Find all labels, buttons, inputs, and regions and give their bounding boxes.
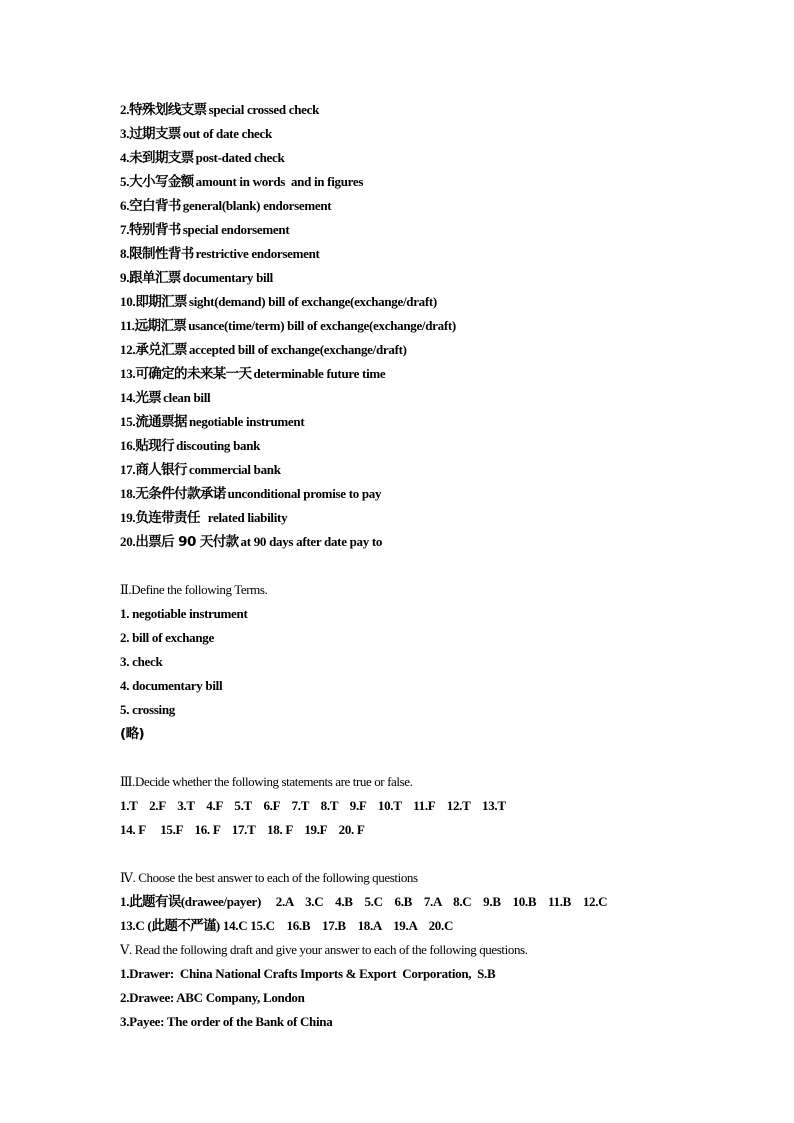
vocab-item (120, 218, 720, 242)
answer-rest: ) 14.C 15.C 16.B 17.B 18.A 19.A 20.C (215, 918, 454, 933)
vocab-chinese-term: 空白背书 (129, 198, 181, 214)
vocab-english-term: special crossed check (208, 102, 320, 117)
vocab-item (120, 266, 720, 290)
vocab-english-term: determinable future time (253, 366, 386, 381)
vocab-item (120, 194, 720, 218)
document-page (120, 98, 720, 1034)
vocab-item (120, 122, 720, 146)
vocab-item (120, 314, 720, 338)
vocab-chinese-term: 承兑汇票 (135, 342, 187, 358)
vocab-number: 13. (120, 366, 136, 381)
vocab-item (120, 242, 720, 266)
vocab-english-term: restrictive endorsement (195, 246, 320, 261)
vocab-number: 9. (120, 270, 130, 285)
vocab-number: 3. (120, 126, 130, 141)
section-3-answers-row-2: 14. F 15.F 16. F 17.T 18. F 19.F 20. F (120, 822, 365, 837)
section-2-item: 2. bill of exchange (120, 630, 214, 645)
vocab-number: 11. (120, 318, 135, 333)
section-5-item: 3.Payee: The order of the Bank of China (120, 1014, 333, 1029)
vocab-english-term: special endorsement (182, 222, 290, 237)
vocab-chinese-term: 商人银行 (135, 462, 187, 478)
vocab-english-term: related liability (201, 510, 288, 525)
vocab-chinese-term: 大小写金额 (129, 174, 194, 190)
vocab-number: 18. (120, 486, 136, 501)
vocab-chinese-term: 贴现行 (135, 438, 175, 454)
vocab-english-term: negotiable instrument (188, 414, 305, 429)
vocab-chinese-term: 出票后 90 天付款 (135, 534, 239, 550)
vocab-number: 4. (120, 150, 130, 165)
vocab-chinese-term: 可确定的未来某一天 (135, 366, 252, 382)
vocab-chinese-term: 限制性背书 (129, 246, 194, 262)
vocabulary-list (120, 98, 720, 554)
vocab-number: 17. (120, 462, 136, 477)
section-4-heading: Ⅳ. Choose the best answer to each of the following questions (120, 870, 418, 885)
vocab-english-term: out of date check (182, 126, 272, 141)
vocab-chinese-term: 特殊划线支票 (129, 102, 207, 118)
section-2-item: 1. negotiable instrument (120, 606, 248, 621)
vocab-number: 12. (120, 342, 136, 357)
section-2-item: 5. crossing (120, 702, 175, 717)
answer-note: 此题有误 (129, 894, 181, 910)
section-5-item: 1.Drawer: China National Crafts Imports & Export Corporation, S.B (120, 966, 496, 981)
vocab-number: 15. (120, 414, 136, 429)
vocab-chinese-term: 负连带责任 (135, 510, 200, 526)
vocab-english-term: sight(demand) bill of exchange(exchange/draft) (188, 294, 437, 309)
vocab-english-term: usance(time/term) bill of exchange(exchange/draft) (188, 318, 456, 333)
vocab-item (120, 146, 720, 170)
vocab-number: 20. (120, 534, 136, 549)
vocab-english-term: unconditional promise to pay (227, 486, 382, 501)
answer-prefix: 13.C ( (120, 918, 152, 933)
vocab-item (120, 170, 720, 194)
vocab-number: 19. (120, 510, 136, 525)
vocab-english-term: documentary bill (182, 270, 273, 285)
vocab-chinese-term: 即期汇票 (135, 294, 187, 310)
vocab-item (120, 506, 720, 530)
section-2-item: 3. check (120, 654, 163, 669)
section-4-answers-row-2 (120, 914, 720, 938)
vocab-chinese-term: 跟单汇票 (129, 270, 181, 286)
section-2-omitted-note: (略) (120, 726, 145, 742)
vocab-item (120, 434, 720, 458)
vocab-number: 8. (120, 246, 130, 261)
vocab-number: 10. (120, 294, 136, 309)
vocab-chinese-term: 远期汇票 (134, 318, 187, 334)
vocab-english-term: clean bill (163, 390, 211, 405)
vocab-item (120, 530, 720, 554)
vocab-number: 7. (120, 222, 130, 237)
vocab-english-term: amount in words and in figures (195, 174, 364, 189)
answer-note: 此题不严谨 (151, 918, 216, 934)
answer-rest: (drawee/payer) 2.A 3.C 4.B 5.C 6.B 7.A 8.C 9.B 10.B 11.B 12.C (180, 894, 608, 909)
vocab-english-term: general(blank) endorsement (182, 198, 332, 213)
vocab-number: 16. (120, 438, 136, 453)
vocab-item (120, 290, 720, 314)
vocab-number: 5. (120, 174, 130, 189)
vocab-item (120, 482, 720, 506)
vocab-item (120, 98, 720, 122)
vocab-number: 6. (120, 198, 130, 213)
vocab-item (120, 386, 720, 410)
section-3-heading: Ⅲ.Decide whether the following statements are true or false. (120, 774, 413, 789)
section-5-heading: Ⅴ. Read the following draft and give your answer to each of the following questions. (120, 942, 528, 957)
vocab-english-term: commercial bank (188, 462, 281, 477)
vocab-number: 14. (120, 390, 136, 405)
section-2-item: 4. documentary bill (120, 678, 223, 693)
vocab-number: 2. (120, 102, 130, 117)
vocab-chinese-term: 特别背书 (129, 222, 181, 238)
vocab-chinese-term: 过期支票 (129, 126, 181, 142)
vocab-item (120, 458, 720, 482)
vocab-english-term: at 90 days after date pay to (240, 534, 383, 549)
vocab-item (120, 410, 720, 434)
vocab-item (120, 338, 720, 362)
vocab-english-term: accepted bill of exchange(exchange/draft) (188, 342, 407, 357)
section-3-answers-row-1: 1.T 2.F 3.T 4.F 5.T 6.F 7.T 8.T 9.F 10.T 11.F 12.T 13.T (120, 798, 506, 813)
answer-prefix: 1. (120, 894, 130, 909)
vocab-chinese-term: 流通票据 (135, 414, 187, 430)
vocab-item (120, 362, 720, 386)
vocab-chinese-term: 未到期支票 (129, 150, 194, 166)
section-4-answers-row-1 (120, 890, 720, 914)
vocab-english-term: discouting bank (176, 438, 261, 453)
vocab-english-term: post-dated check (195, 150, 285, 165)
vocab-chinese-term: 无条件付款承诺 (135, 486, 226, 502)
section-2-heading: Ⅱ.Define the following Terms. (120, 582, 268, 597)
vocab-chinese-term: 光票 (135, 390, 162, 406)
section-5-item: 2.Drawee: ABC Company, London (120, 990, 305, 1005)
